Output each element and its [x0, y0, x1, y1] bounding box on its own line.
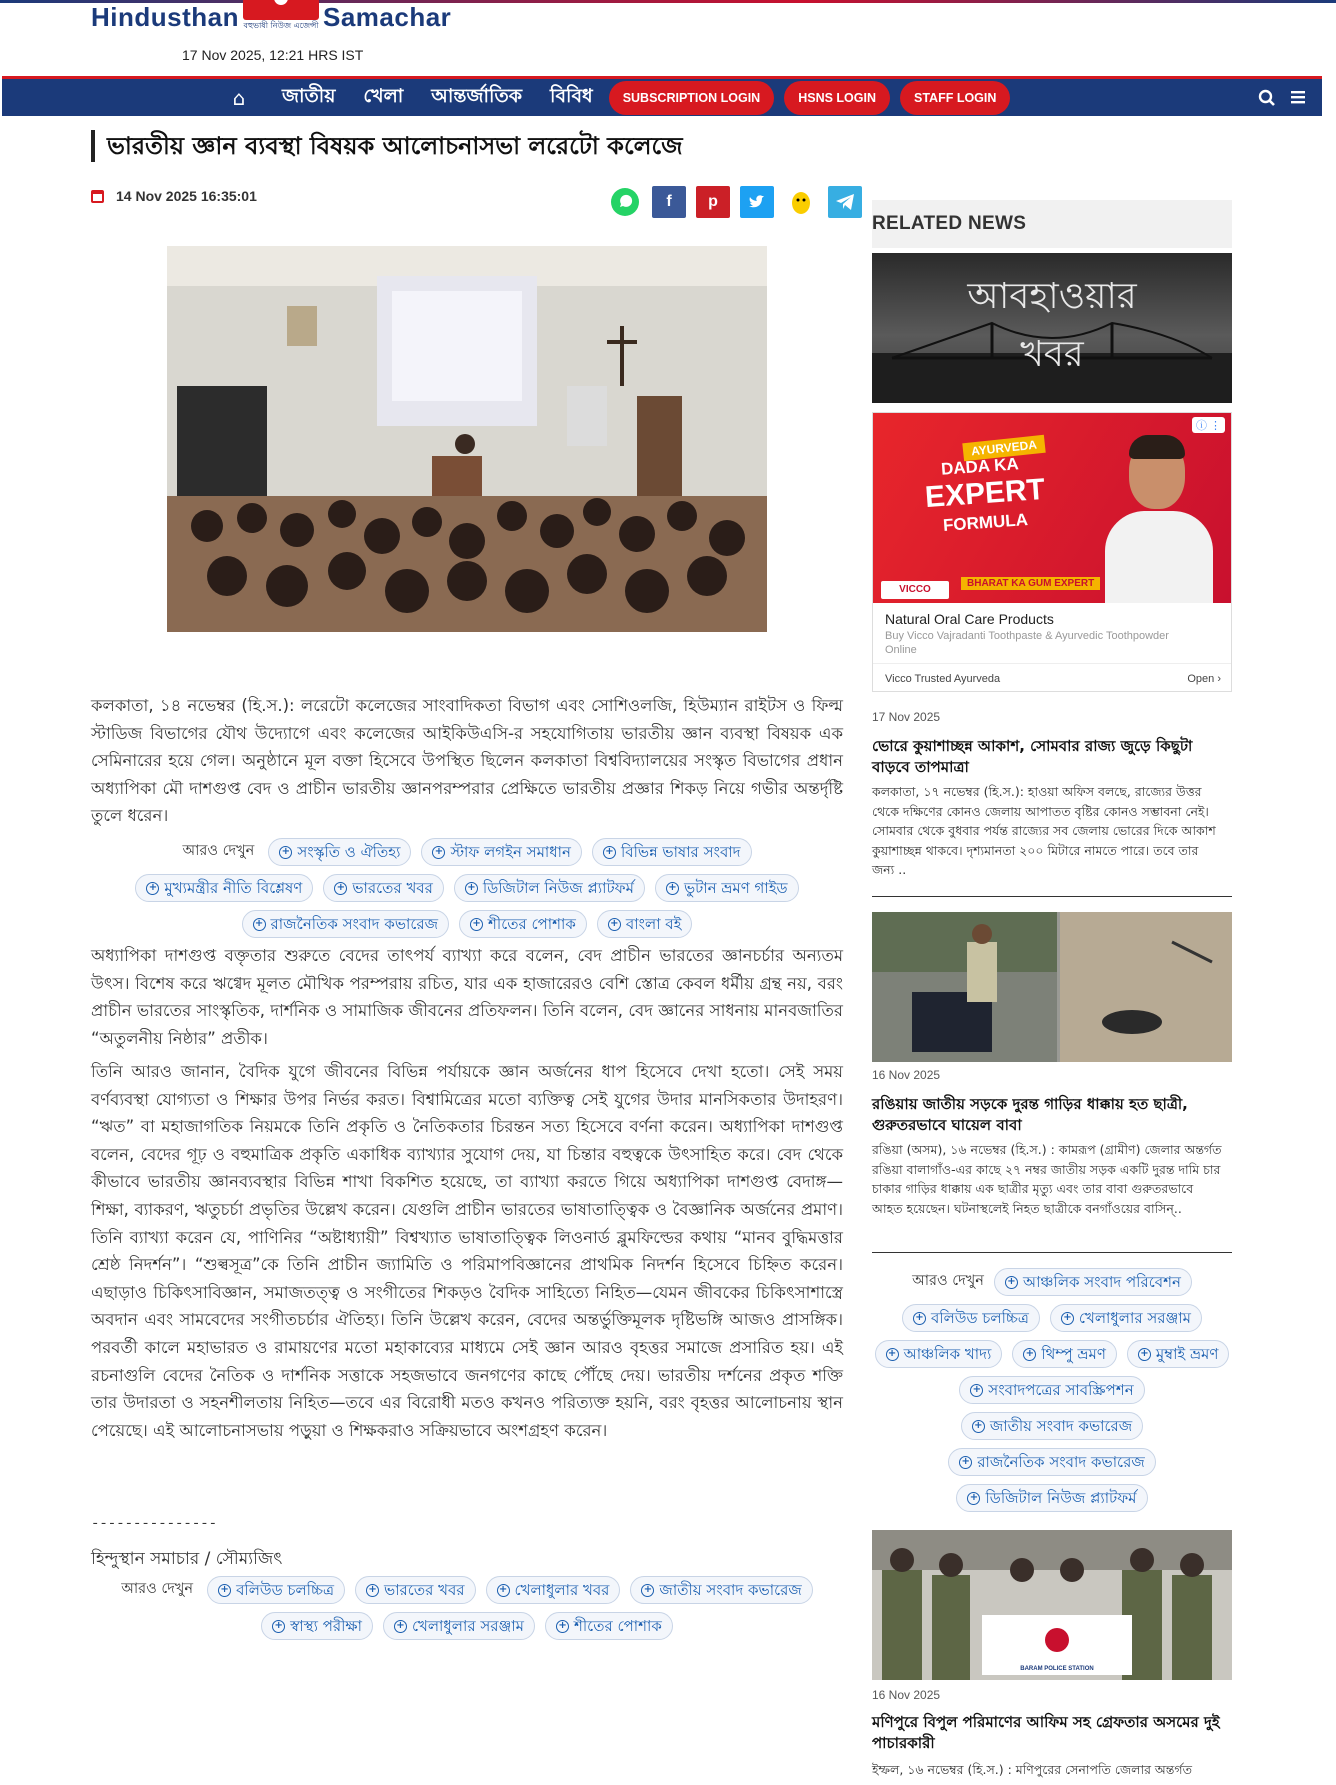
tag-link[interactable]: + বলিউড চলচ্চিত্র: [207, 1576, 345, 1604]
plus-circle-icon: +: [641, 1584, 654, 1597]
staff-login-button[interactable]: STAFF LOGIN: [900, 81, 1010, 115]
sidebar-see-also-tags: [872, 1268, 1232, 1512]
tag-link[interactable]: + রাজনৈতিক সংবাদ কভারেজ: [948, 1448, 1156, 1476]
divider: [872, 1252, 1232, 1253]
related-news-heading: RELATED NEWS: [872, 200, 1232, 248]
plus-circle-icon: +: [432, 846, 445, 859]
weather-title-line2: খবর: [1020, 334, 1084, 375]
plus-circle-icon: +: [556, 1620, 569, 1633]
share-bar: [608, 186, 862, 218]
news-date: 16 Nov 2025: [872, 1688, 941, 1702]
hsns-login-button[interactable]: HSNS LOGIN: [784, 81, 890, 115]
calendar-icon: [91, 190, 104, 203]
plus-circle-icon: +: [334, 882, 347, 895]
plus-circle-icon: +: [1061, 1312, 1074, 1325]
sidebar: [872, 200, 1232, 248]
tag-link[interactable]: + বলিউড চলচ্চিত্র: [902, 1304, 1040, 1332]
plus-circle-icon: +: [603, 846, 616, 859]
tag-link[interactable]: + জাতীয় সংবাদ কভারেজ: [630, 1576, 812, 1604]
ad-person-image: [1101, 431, 1221, 603]
article-paragraph: অধ্যাপিকা দাশগুপ্ত বক্তৃতার শুরুতে বেদের তাৎপর্য ব্যাখ্যা করে বলেন, বেদ প্রাচীন ভারতের জ্ঞানচর্চার অন্যতম উৎস। বিশেষ করে ঋগ্বেদ মূলত মৌখিক পরম্পরায় রচিত, যার এক হাজারেরও বেশি স্তোত্র কেবল ধর্মীয় গ্রন্থ নয়, বরং প্রাচীন ভারতের সাংস্কৃতিক, দার্শনিক ও সামাজিক জীবনের প্রতিফলন। তিনি বলেন, বেদ জ্ঞানের সাধনায় মানবজাতির “অতুলনীয় নিষ্ঠার” প্রতীক।: [91, 946, 843, 1048]
see-also-label: আরও দেখুন: [912, 1273, 984, 1289]
telegram-icon[interactable]: [828, 186, 862, 218]
news-title-link[interactable]: রঙিয়ায় জাতীয় সড়কে দুরন্ত গাড়ির ধাক্কায় হত ছাত্রী, গুরুতরভাবে ঘায়েল বাবা: [872, 1095, 1188, 1134]
police-station-label: BARAM POLICE STATION: [1020, 1666, 1094, 1672]
plus-circle-icon: +: [272, 1620, 285, 1633]
news-thumbnail[interactable]: [872, 912, 1232, 1062]
ad-product-pack: VICCO: [881, 581, 949, 599]
tag-link[interactable]: + শীতের পোশাক: [545, 1612, 673, 1640]
twitter-icon[interactable]: [740, 186, 774, 218]
publish-date: [91, 188, 257, 204]
koo-icon[interactable]: [784, 186, 818, 218]
ad-info-icon[interactable]: ⓘ ⋮: [1192, 417, 1225, 433]
article-photo: [167, 246, 767, 632]
tag-link[interactable]: + ডিজিটাল নিউজ প্ল্যাটফর্ম: [956, 1484, 1147, 1512]
tag-link[interactable]: + বিভিন্ন ভাষার সংবাদ: [592, 838, 752, 866]
see-also-tags: [91, 838, 843, 938]
pinterest-icon[interactable]: p: [696, 186, 730, 218]
article-paragraph: তিনি আরও জানান, বৈদিক যুগে জীবনের বিভিন্ন পর্যায়কে জ্ঞান অর্জনের ধাপ হিসেবে দেখা হতো। সেই সময় বর্ণব্যবস্থা যোগ্যতা ও শিক্ষার উপর নির্ভর করত। বিশ্বামিত্রের মতো ব্যক্তিত্ব সেই যুগের উদার মানসিকতার উদাহরণ। “ঋত” বা মহাজাগতিক নিয়মকে তিনি প্রকৃতি ও নৈতিকতার চিরন্তন সত্য হিসেবে বর্ণনা করেন। অধ্যাপিকা দাশগুপ্ত বলেন, বেদের গূঢ় ও বহুমাত্রিক প্রকৃতি একাধিক ব্যাখ্যার সুযোগ দেয়, যা চিন্তার বহুত্বকে উৎসাহিত করে। বেদ থেকে কীভাবে ভারতীয় জ্ঞানব্যবস্থার বিভিন্ন শাখা বিকশিত হয়েছে, তা ব্যাখ্যা করতে গিয়ে অধ্যাপিকা দাশগুপ্ত বেদাঙ্গ—শিক্ষা, ব্যাকরণ, ঋতুচর্চা প্রভৃতির উল্লেখ করেন। যেগুলি প্রাচীন ভারতের ভাষাতাত্ত্বিক ও বৈজ্ঞানিক অর্জনের প্রমাণ। তিনি ব্যাখ্যা করেন যে, পাণিনির “অষ্টাধ্যায়ী” বিশ্বখ্যাত ভাষাতাত্ত্বিক লিওনার্ড ব্লুমফিল্ডের কথায় “মানব বুদ্ধিমত্তার শ্রেষ্ঠ নিদর্শন”। “শুল্বসূত্র”কে তিনি প্রাচীন জ্যামিতি ও পরিমাপবিজ্ঞানের প্রাথমিক নিদর্শন হিসেবে চিহ্নিত করেন। এছাড়াও চিকিৎসাবিজ্ঞান, সমাজতত্ত্ব ও সংগীতের শিকড়ও বৈদিক সাহিত্যে নিহিত—যেমন জীবকের চিকিৎসাশাস্ত্রে অবদান এবং সামবেদের সংগীতচর্চার ঐতিহ্য। তিনি উল্লেখ করেন, বেদের অন্তর্ভুক্তিমূলক দৃষ্টিভঙ্গি আজও প্রাসঙ্গিক। পরবর্তী কালে মহাভারত ও রামায়ণের মতো মহাকাব্যের মাধ্যমে সেই জ্ঞান আরও বৃহত্তর সমাজে প্রসারিত হয়। এই রচনাগুলি বেদের নৈতিক ও দার্শনিক সত্তাকে সহজভাবে জনগণের কাছে পৌঁছে দেয়। ভারতীয় দর্শনের প্রকৃত শক্তি তার উদারতা ও সহনশীলতায় নিহিত—তবে এর বিরোধী মতও কখনও পরিত্যক্ত হয়নি, বরং বৃহত্তর আলোচনায় স্থান পেয়েছে। এই আলোচনাসভায় পড়ুয়া ও শিক্ষকরাও সক্রিয়ভাবে অংশগ্রহণ করেন।: [91, 1062, 843, 1440]
separator: ---------------: [91, 1516, 218, 1532]
news-title-link[interactable]: ভোরে কুয়াশাচ্ছন্ন আকাশ, সোমবার রাজ্য জুড়ে কিছুটা বাড়বে তাপমাত্রা: [872, 737, 1193, 776]
article-paragraph: কলকাতা, ১৪ নভেম্বর (হি.স.): লরেটো কলেজের সাংবাদিকতা বিভাগ এবং সোশিওলজি, হিউম্যান রাইটস ও ফিল্ম স্টাডিজ বিভাগের যৌথ উদ্যোগে এবং কলেজের আইকিউএসি-র সহযোগিতায় ভারতীয় জ্ঞান ব্যবস্থা বিষয়ক এক সেমিনারের হয়ে গেল। অনুষ্ঠানে মূল বক্তা হিসেবে উপস্থিত ছিলেন কলকাতা বিশ্ববিদ্যালয়ের সংস্কৃত বিভাগের প্রধান অধ্যাপিকা মৌ দাশগুপ্ত বেদ ও প্রাচীন ভারতীয় জ্ঞানপরম্পরার প্রেক্ষিতে ভারতীয় প্রজ্ঞার শিকড় নিয়ে গভীর অন্তর্দৃষ্টি তুলে ধরেন।: [91, 696, 843, 826]
news-summary: ইম্ফল, ১৬ নভেম্বর (হি.স.) : মণিপুরের সেনাপতি জেলার অন্তর্গত: [872, 1762, 1192, 1777]
tag-link[interactable]: + ভারতের খবর: [355, 1576, 476, 1604]
tag-link[interactable]: + মুম্বাই ভ্রমণ: [1127, 1340, 1230, 1368]
ad-ayurveda-badge: AYURVEDA: [962, 435, 1045, 461]
ad-title: Natural Oral Care Products: [885, 611, 1054, 627]
ad-open-button[interactable]: Open ›: [1187, 672, 1221, 685]
plus-circle-icon: +: [465, 882, 478, 895]
ad-headline-1: DADA KA: [940, 454, 1020, 479]
nav-item-national[interactable]: জাতীয়: [282, 84, 336, 107]
advertisement[interactable]: [872, 412, 1232, 692]
plus-circle-icon: +: [1138, 1348, 1151, 1361]
plus-circle-icon: +: [146, 882, 159, 895]
tag-link[interactable]: + থিম্পু ভ্রমণ: [1012, 1340, 1117, 1368]
publish-date-text: 14 Nov 2025 16:35:01: [116, 188, 257, 204]
tag-link[interactable]: + শীতের পোশাক: [459, 910, 587, 938]
brand-word-left: Hindusthan: [91, 1, 239, 32]
tag-link[interactable]: + সংস্কৃতি ও ঐতিহ্য: [268, 838, 411, 866]
tag-link[interactable]: + ভুটান ভ্রমণ গাইড: [655, 874, 799, 902]
plus-circle-icon: +: [608, 918, 621, 931]
tag-link[interactable]: + জাতীয় সংবাদ কভারেজ: [961, 1412, 1143, 1440]
tag-link[interactable]: + খেলাধুলার সরঞ্জাম: [1050, 1304, 1202, 1332]
plus-circle-icon: +: [366, 1584, 379, 1597]
plus-circle-icon: +: [959, 1456, 972, 1469]
plus-circle-icon: +: [394, 1620, 407, 1633]
main-navigation: [2, 76, 1322, 116]
ad-headline-3: FORMULA: [942, 510, 1029, 535]
tag-link[interactable]: + স্টাফ লগইন সমাধান: [421, 838, 582, 866]
facebook-icon[interactable]: f: [652, 186, 686, 218]
tag-link[interactable]: + সংবাদপত্রের সাবস্ক্রিপশন: [959, 1376, 1144, 1404]
ad-subtitle: Buy Vicco Vajradanti Toothpaste & Ayurvedic Toothpowder Online: [885, 630, 1169, 656]
ad-gum-expert-badge: BHARAT KA GUM EXPERT: [961, 577, 1100, 590]
plus-circle-icon: +: [972, 1420, 985, 1433]
news-thumbnail[interactable]: [872, 1530, 1232, 1680]
tag-link[interactable]: + খেলাধুলার সরঞ্জাম: [383, 1612, 535, 1640]
tag-link[interactable]: + খেলাধুলার খবর: [486, 1576, 621, 1604]
ad-advertiser: Vicco Trusted Ayurveda: [885, 672, 1001, 685]
site-logo[interactable]: [91, 0, 451, 34]
news-date: 16 Nov 2025: [872, 1068, 941, 1082]
plus-circle-icon: +: [886, 1348, 899, 1361]
agency-byline: হিন্দুস্থান সমাচার / সৌম্যজিৎ: [91, 1549, 283, 1569]
plus-circle-icon: +: [1023, 1348, 1036, 1361]
plus-circle-icon: +: [970, 1384, 983, 1397]
plus-circle-icon: +: [913, 1312, 926, 1325]
news-summary: রঙিয়া (অসম), ১৬ নভেম্বর (হি.স.) : কামরূপ (গ্রামীণ) জেলার অন্তর্গত রঙিয়া বালাগাঁও-এর কাছে ২৭ নম্বর জাতীয় সড়ক একটি দুরন্ত দামি চার চাকার গাড়ির ধাক্কায় এক ছাত্রীর মৃত্যু এবং তার বাবা গুরুতরভাবে আহত হয়েছেন। ঘটনাস্থলেই নিহত ছাত্রীকে বনগাঁওয়ের বাসিন্..: [872, 1142, 1222, 1216]
news-summary: কলকাতা, ১৭ নভেম্বর (হি.স.): হাওয়া অফিস বলছে, রাজ্যের উত্তর থেকে দক্ষিণের কোনও জেলায় আপাতত বৃষ্টির কোনও সম্ভাবনা নেই। সোমবার থেকে বুধবার পর্যন্ত রাজ্যের সব জেলায় ভোরের দিকে আকাশ কুয়াশাচ্ছন্ন থাকবে। দৃশ্যমানতা ২০০ মিটারে নামতে পারে। তবে তার জন্য ..: [872, 784, 1216, 877]
brand-subtitle: বহুভাষী নিউজ এজেন্সী: [243, 21, 319, 30]
news-date: 17 Nov 2025: [872, 710, 941, 724]
see-also-tags: [91, 1576, 843, 1640]
home-icon[interactable]: ⌂: [232, 85, 246, 110]
news-title-link[interactable]: মণিপুরে বিপুল পরিমাণের আফিম সহ গ্রেফতার অসমের দুই পাচারকারী: [872, 1713, 1220, 1752]
tag-link[interactable]: + ভারতের খবর: [323, 874, 444, 902]
plus-circle-icon: +: [253, 918, 266, 931]
current-datetime: 17 Nov 2025, 12:21 HRS IST: [182, 47, 364, 63]
weather-title-line1: আবহাওয়ার: [967, 276, 1137, 317]
tag-link[interactable]: + ডিজিটাল নিউজ প্ল্যাটফর্ম: [454, 874, 645, 902]
plus-circle-icon: +: [218, 1584, 231, 1597]
tag-link[interactable]: + আঞ্চলিক সংবাদ পরিবেশন: [994, 1268, 1192, 1296]
brand-emblem: [243, 0, 319, 38]
plus-circle-icon: +: [279, 846, 292, 859]
tag-link[interactable]: + বাংলা বই: [597, 910, 693, 938]
article-headline: ভারতীয় জ্ঞান ব্যবস্থা বিষয়ক আলোচনাসভা লরেটো কলেজে: [91, 130, 683, 162]
brand-word-right: Samachar: [323, 1, 452, 32]
ad-headline-2: EXPERT: [923, 472, 1047, 515]
ad-footer: [873, 663, 1232, 692]
nav-item-international[interactable]: আন্তর্জাতিক: [431, 84, 523, 107]
nav-item-misc[interactable]: বিবিধ: [550, 84, 593, 107]
weather-news-banner[interactable]: [872, 253, 1232, 403]
whatsapp-icon[interactable]: [608, 186, 642, 218]
tag-link[interactable]: + রাজনৈতিক সংবাদ কভারেজ: [242, 910, 450, 938]
subscription-login-button[interactable]: SUBSCRIPTION LOGIN: [609, 81, 775, 115]
see-also-label: আরও দেখুন: [121, 1581, 194, 1597]
plus-circle-icon: +: [1005, 1276, 1018, 1289]
plus-circle-icon: +: [967, 1492, 980, 1505]
see-also-label: আরও দেখুন: [182, 843, 255, 859]
plus-circle-icon: +: [666, 882, 679, 895]
tag-link[interactable]: + আঞ্চলিক খাদ্য: [875, 1340, 1003, 1368]
menu-icon[interactable]: [1290, 89, 1306, 105]
plus-circle-icon: +: [497, 1584, 510, 1597]
tag-link[interactable]: + মুখ্যমন্ত্রীর নীতি বিশ্লেষণ: [135, 874, 313, 902]
nav-item-sports[interactable]: খেলা: [363, 84, 404, 107]
search-icon[interactable]: [1258, 89, 1276, 107]
divider: [872, 896, 1232, 897]
tag-link[interactable]: + স্বাস্থ্য পরীক্ষা: [261, 1612, 373, 1640]
plus-circle-icon: +: [470, 918, 483, 931]
